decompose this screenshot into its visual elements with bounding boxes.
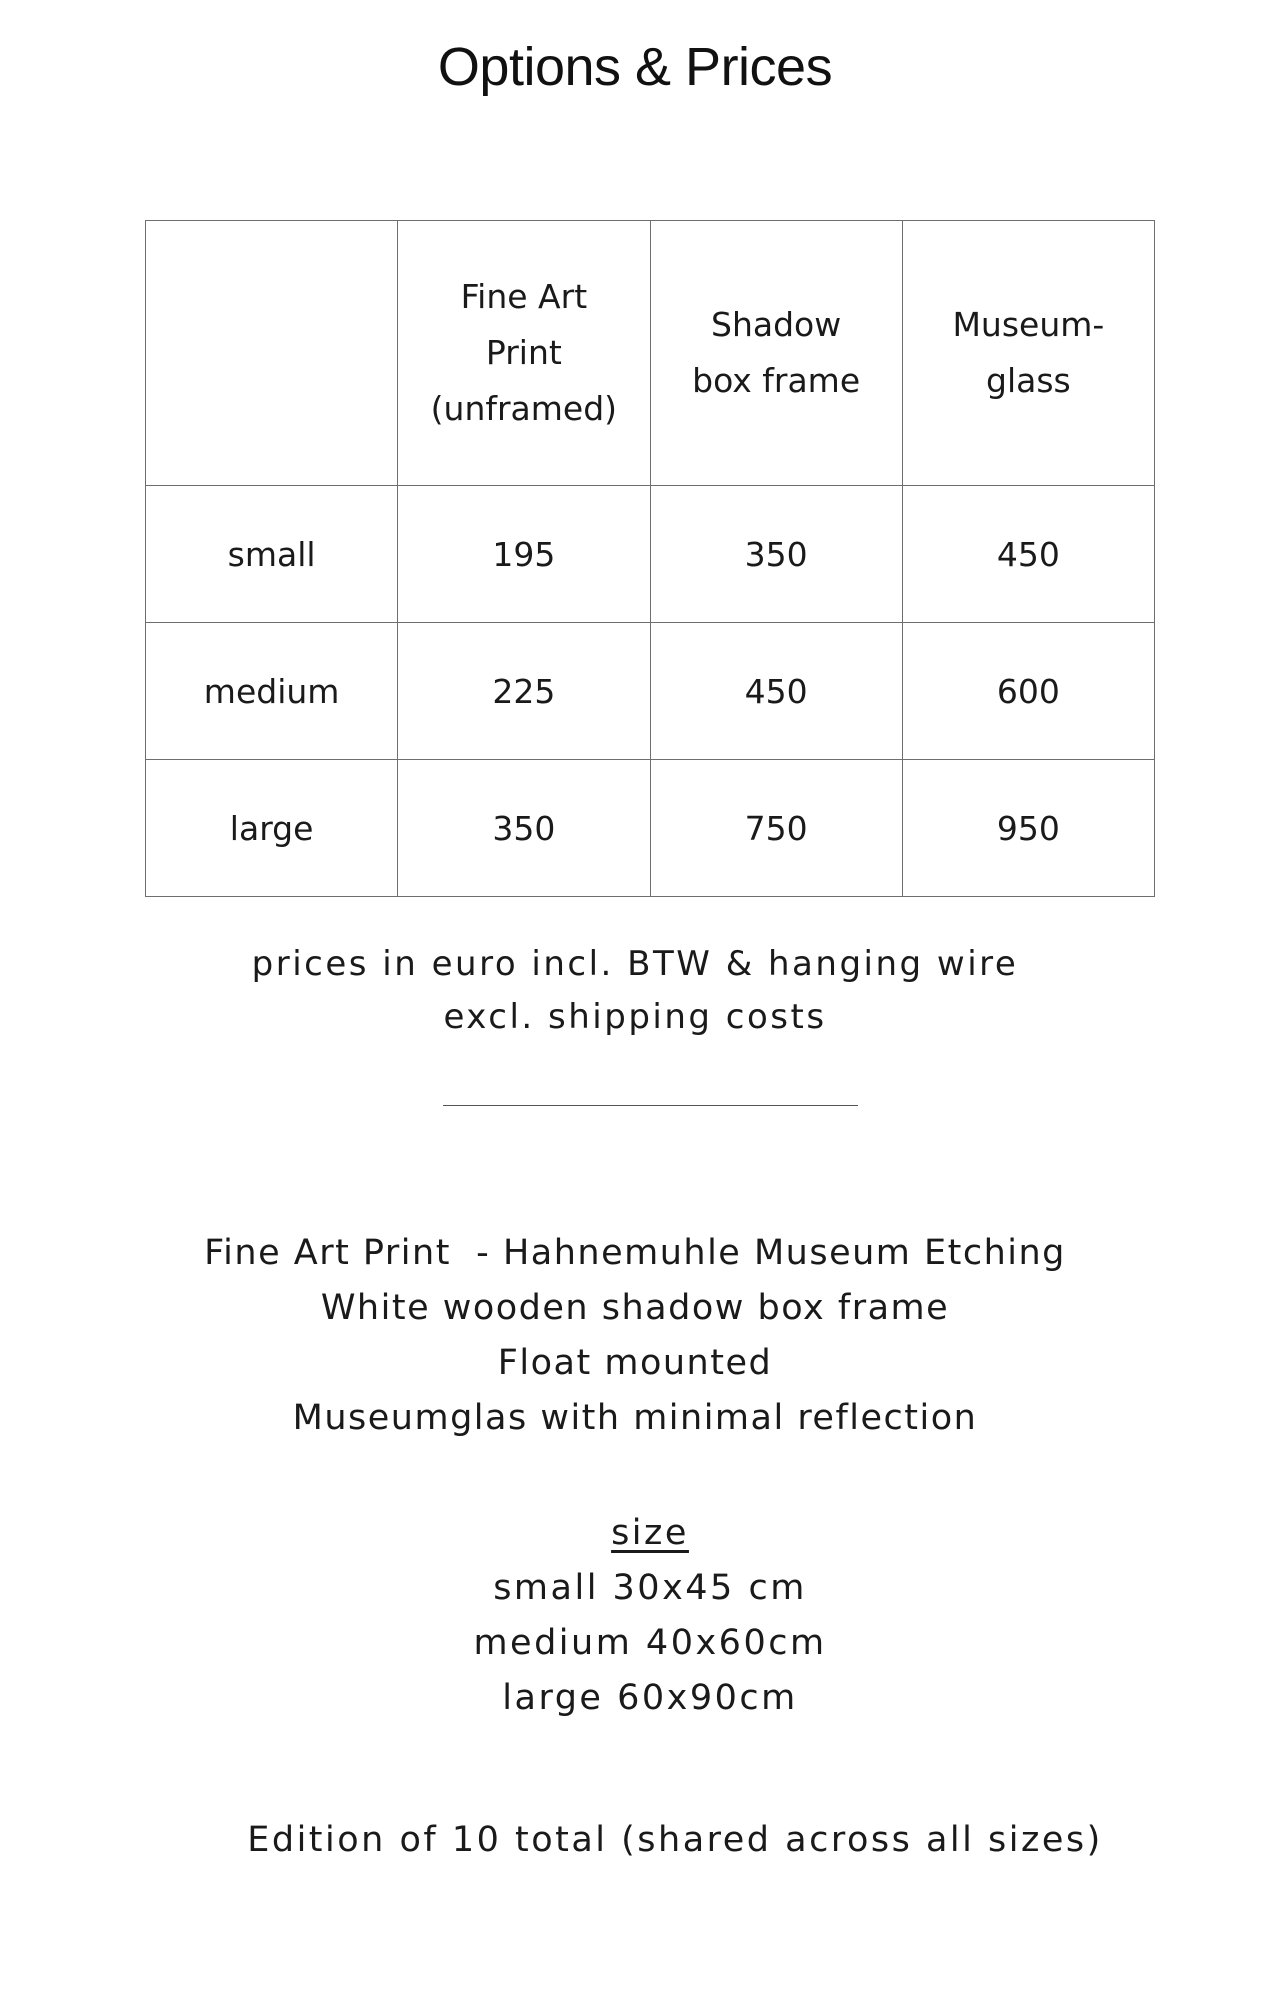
- feature-item: White wooden shadow box frame: [320, 1288, 950, 1328]
- feature-item: Float mounted: [497, 1343, 773, 1383]
- header-shadow-box-frame: [650, 221, 902, 486]
- price-table: [145, 220, 1155, 897]
- header-empty-cell: [146, 221, 398, 486]
- edition-note: Edition of 10 total (shared across all sizes): [247, 1820, 1103, 1860]
- price-cell-shadow-box: 350: [650, 486, 902, 623]
- header-shadow-box-frame-label: Shadow box frame: [692, 305, 861, 400]
- size-heading: size: [611, 1513, 689, 1553]
- table-row-large: [146, 760, 1155, 897]
- divider: [443, 1105, 858, 1106]
- price-cell-shadow-box: 450: [650, 623, 902, 760]
- price-cell-museum-glass: 450: [902, 486, 1154, 623]
- feature-item: Museumglas with minimal reflection: [292, 1398, 978, 1438]
- row-size-label: medium: [146, 623, 398, 760]
- price-note-line: prices in euro incl. BTW & hanging wire: [251, 944, 1019, 984]
- size-item: small 30x45 cm: [493, 1568, 807, 1608]
- price-cell-museum-glass: 600: [902, 623, 1154, 760]
- size-item: large 60x90cm: [502, 1678, 798, 1718]
- price-cell-fine-art: 350: [398, 760, 650, 897]
- table-row-medium: [146, 623, 1155, 760]
- header-fine-art-print-label: Fine Art Print (unframed): [430, 277, 618, 428]
- table-row-small: [146, 486, 1155, 623]
- size-item: medium 40x60cm: [473, 1623, 827, 1663]
- features-list: [0, 1226, 1270, 1446]
- price-cell-fine-art: 225: [398, 623, 650, 760]
- header-fine-art-print: [398, 221, 650, 486]
- feature-item: Fine Art Print - Hahnemuhle Museum Etching: [204, 1233, 1066, 1273]
- row-size-label: large: [146, 760, 398, 897]
- price-cell-shadow-box: 750: [650, 760, 902, 897]
- header-museum-glass: [902, 221, 1154, 486]
- price-cell-fine-art: 195: [398, 486, 650, 623]
- page-title: Options & Prices: [437, 37, 833, 97]
- row-size-label: small: [146, 486, 398, 623]
- price-notes: [0, 938, 1270, 1044]
- price-cell-museum-glass: 950: [902, 760, 1154, 897]
- price-note-line: excl. shipping costs: [443, 997, 827, 1037]
- sizes-section: [0, 1506, 1270, 1726]
- header-museum-glass-label: Museum-glass: [952, 305, 1105, 400]
- table-header-row: [146, 221, 1155, 486]
